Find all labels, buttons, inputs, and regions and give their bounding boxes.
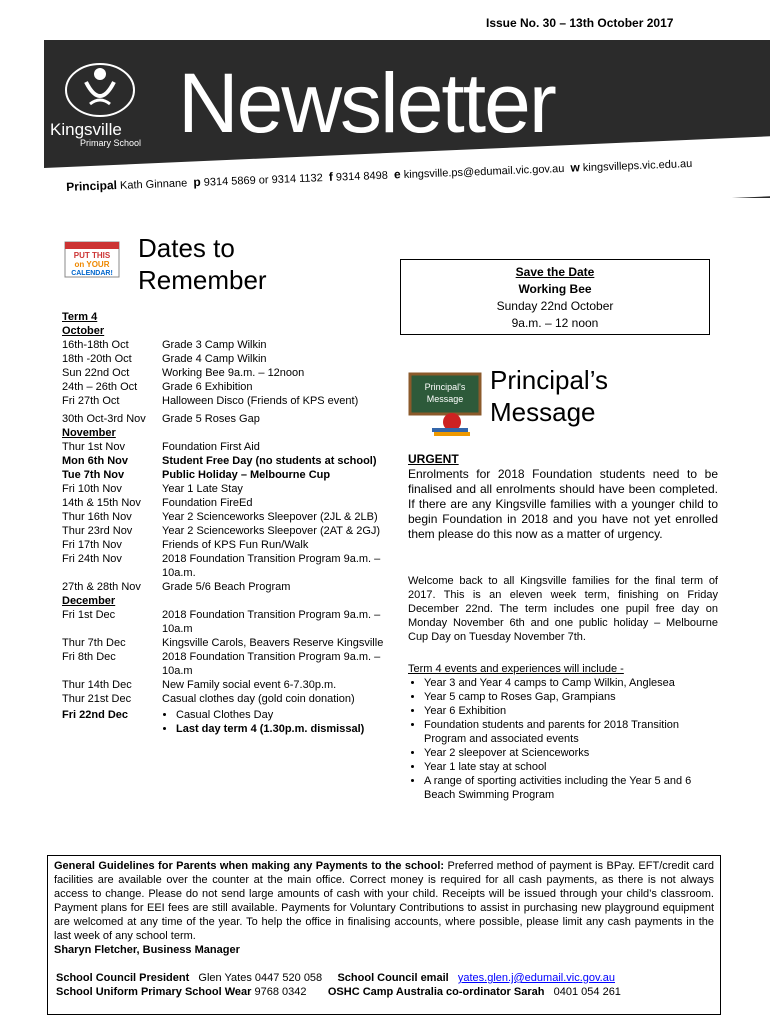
principal-name: Kath Ginnane [119,177,188,192]
list-item [62,394,384,408]
event-date: Thur 7th Dec [62,637,126,649]
event-item: • Casual Clothes Day [176,708,384,722]
list-item [62,352,384,366]
event-date: Tue 7th Nov [62,469,125,481]
event-date: Fri 10th Nov [62,483,122,495]
svg-text:Principal's: Principal's [424,382,466,392]
event-description: Grade 5 Roses Gap [162,413,260,425]
list-item [62,636,384,650]
event-description: 2018 Foundation Transition Program 9a.m. – 10a.m. [162,553,381,579]
principal-message [408,452,718,802]
event-item: • Year 3 and Year 4 camps to Camp Wilkin, Anglesea [424,676,718,690]
oshc-label: OSHC Camp Australia co-ordinator Sarah [327,986,545,998]
event-item: • A range of sporting activities including the Year 5 and 6 Beach Swimming Program [424,774,718,802]
list-item [62,524,384,538]
event-description: Year 1 Late Stay [162,483,243,495]
urgent-heading: URGENT [408,452,459,466]
save-the-date-box [400,259,710,335]
save-time: 9a.m. – 12 noon [511,316,599,330]
event-item: • Year 6 Exhibition [424,704,718,718]
uniform-label: School Uniform Primary School Wear [56,986,252,998]
oshc-phone: 0401 054 261 [553,986,621,998]
svg-text:Message: Message [426,394,464,404]
signature: Sharyn Fletcher, Business Manager [54,944,240,956]
school-email: kingsville.ps@edumail.vic.gov.au [403,162,565,182]
list-item [62,496,384,510]
school-logo-icon [60,60,140,120]
dates-list [62,310,384,736]
president: Glen Yates 0447 520 058 [198,972,323,984]
event-description: 2018 Foundation Transition Program 9a.m. – 10a.m [162,609,381,635]
principal-label: Principal [66,178,118,194]
event-item: • Year 1 late stay at school [424,760,718,774]
event-date: 16th-18th Oct [62,339,129,351]
svg-text:PUT THIS: PUT THIS [73,251,111,260]
month-november: November [62,427,116,439]
event-item: • Foundation students and parents for 2018 Transition Program and associated events [424,718,718,746]
calendar-icon [64,238,120,278]
school-subtitle: Primary School [80,138,142,148]
chalkboard-icon [408,372,482,438]
principal-heading: Principal’s Message [490,365,609,427]
event-date: 24th – 26th Oct [62,381,138,393]
event-description: Friends of KPS Fun Run/Walk [162,539,309,551]
list-item [62,454,384,468]
uniform-phone: 9768 0342 [254,986,307,998]
list-item [62,412,384,426]
newsletter-title: Newsletter [178,56,555,150]
event-item: • Last day term 4 (1.30p.m. dismissal) [176,722,384,736]
school-name: Kingsville [50,120,122,139]
email-label: e [393,167,401,182]
event-description: New Family social event 6-7.30p.m. [162,679,337,691]
event-description: Public Holiday – Melbourne Cup [162,469,331,481]
event-date: Fri 24th Nov [62,553,122,565]
event-description: Student Free Day (no students at school) [162,455,377,467]
event-description: Grade 4 Camp Wilkin [162,353,267,365]
event-description: Working Bee 9a.m. – 12noon [162,367,305,379]
event-date: Thur 1st Nov [62,441,125,453]
payment-guidelines [47,855,721,1015]
event-date: Fri 22nd Dec [62,709,129,721]
svg-text:CALENDAR!: CALENDAR! [71,270,113,277]
event-date: Fri 1st Dec [62,609,116,621]
event-date: 18th -20th Oct [62,353,132,365]
event-description: Kingsville Carols, Beavers Reserve Kingsville [162,637,384,649]
event-date: Fri 8th Dec [62,651,116,663]
event-date: 30th Oct-3rd Nov [62,413,146,425]
event-date: Thur 16th Nov [62,511,132,523]
phone-label: p [193,174,201,190]
phone: 9314 5869 or 9314 1132 [203,172,323,189]
list-item [62,538,384,552]
event-date: Fri 27th Oct [62,395,120,407]
list-item [62,510,384,524]
event-description: Foundation FireEd [162,497,253,509]
events-heading: Term 4 events and experiences will include - [408,663,624,675]
guidelines-text: Preferred method of payment is BPay. EFT/credit card facilities are available over the counter at the main office. Correct money is required for all cash payments, as there is not always access to change. Please do not send large amounts of cash with your child. Receipts will be issued through your child’s classroom. Payment plans for EEI fees are still available. Payments for Voluntary Contributions to assist in purchasing new playground equipment are welcomed at any time of the year. To help the office in finalising accounts, where possible, please limit any cash payments in the last week of any school term. [54,860,714,942]
event-date: Sun 22nd Oct [62,367,130,379]
list-item [62,692,384,706]
event-description: Grade 5/6 Beach Program [162,581,291,593]
list-item [62,366,384,380]
event-description: Casual clothes day (gold coin donation) [162,693,355,705]
welcome-text: Welcome back to all Kingsville families for the final term of 2017. This is an eleven week term, finishing on Friday December 22nd. The term includes one pupil free day on Monday November 6th and one public holiday – Melbourne Cup Day on Tuesday November 7th. [408,575,718,643]
list-item [62,708,384,736]
event-description: Foundation First Aid [162,441,260,453]
list-item [62,650,384,678]
save-date: Sunday 22nd October [496,299,614,313]
web-label: w [570,160,581,175]
list-item [62,482,384,496]
council-email-label: School Council email [337,972,449,984]
event-item: • Year 2 sleepover at Scienceworks [424,746,718,760]
event-date: Mon 6th Nov [62,455,128,467]
month-december: December [62,595,116,607]
save-subtitle: Working Bee [518,282,592,296]
dates-heading: Dates to Remember [138,233,267,295]
event-description: Year 2 Scienceworks Sleepover (2AT & 2GJ) [162,525,381,537]
fax: 9314 8498 [335,169,389,184]
event-date: 14th & 15th Nov [62,497,141,509]
event-date: Fri 17th Nov [62,539,122,551]
event-date: 27th & 28th Nov [62,581,141,593]
event-date: Thur 14th Dec [62,679,132,691]
council-email-link[interactable]: yates.glen.j@edumail.vic.gov.au [457,972,615,984]
event-description: Grade 6 Exhibition [162,381,253,393]
list-item [62,552,384,580]
term-heading: Term 4 [62,311,98,323]
guidelines-heading: General Guidelines for Parents when making any Payments to the school: [54,860,445,872]
fax-label: f [328,169,334,184]
svg-text:on YOUR: on YOUR [74,260,110,269]
list-item [62,608,384,636]
event-date: Thur 23rd Nov [62,525,133,537]
list-item [62,440,384,454]
save-title: Save the Date [515,265,595,279]
urgent-text: Enrolments for 2018 Foundation students need to be finalised and all enrolments should have been completed. If there are any Kingsville families with a younger child to begin Foundation in 2018 and you have not yet enrolled them please do this now as a matter of urgency. [408,467,718,541]
school-website: kingsvilleps.vic.edu.au [582,157,693,175]
event-description: 2018 Foundation Transition Program 9a.m. – 10a.m [162,651,381,677]
events-list [408,676,718,802]
list-item [62,580,384,594]
list-item [62,678,384,692]
event-date: Thur 21st Dec [62,693,132,705]
month-october: October [62,325,105,337]
list-item [62,380,384,394]
list-item [62,468,384,482]
event-description: Year 2 Scienceworks Sleepover (2JL & 2LB) [162,511,378,523]
event-description: Grade 3 Camp Wilkin [162,339,267,351]
list-item [62,338,384,352]
president-label: School Council President [56,972,190,984]
event-item: • Year 5 camp to Roses Gap, Grampians [424,690,718,704]
event-description: Halloween Disco (Friends of KPS event) [162,395,359,407]
issue-number: Issue No. 30 – 13th October 2017 [486,16,674,30]
